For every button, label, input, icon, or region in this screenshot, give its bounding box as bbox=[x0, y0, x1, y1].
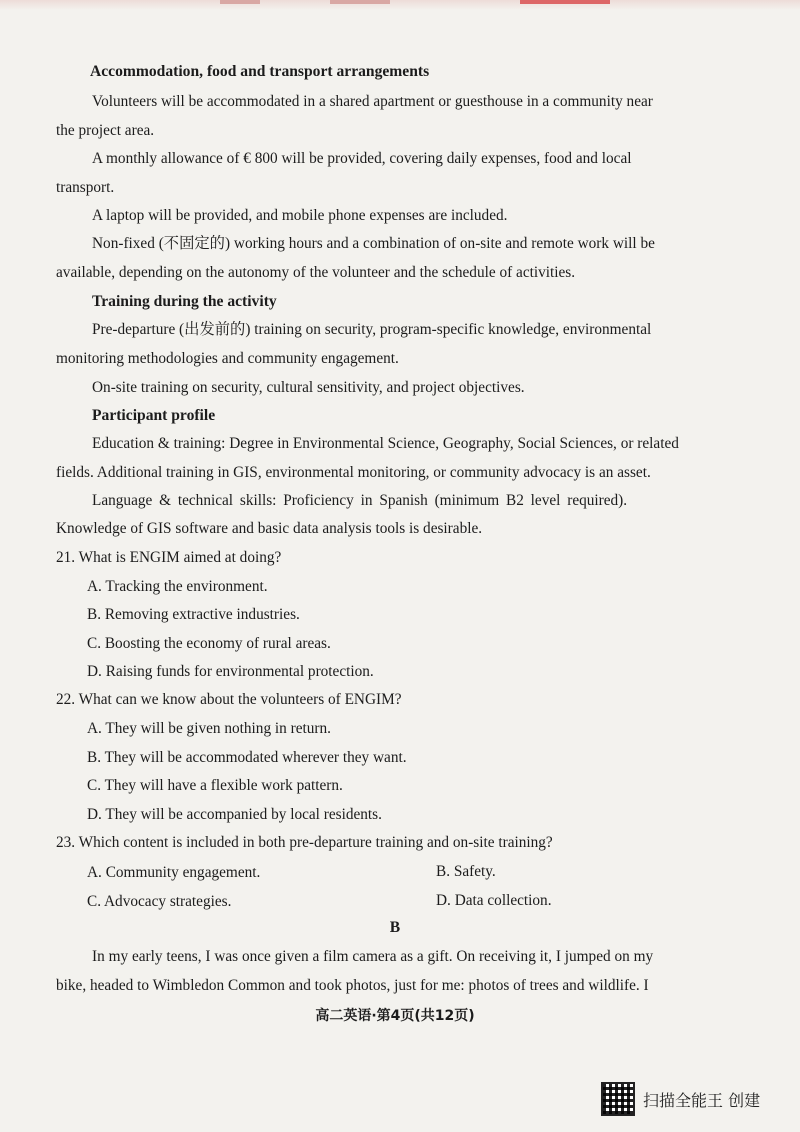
option-23-b: B. Safety. bbox=[436, 863, 496, 880]
paragraph-line: transport. bbox=[56, 179, 115, 196]
question-22: 22. What can we know about the volunteers of ENGIM? bbox=[56, 691, 402, 708]
paragraph-line: bike, headed to Wimbledon Common and took photos, just for me: photos of trees and wildlife. I bbox=[56, 977, 649, 994]
option-22-c: C. They will have a flexible work pattern. bbox=[87, 777, 343, 794]
paragraph-line: In my early teens, I was once given a film camera as a gift. On receiving it, I jumped on my bbox=[92, 948, 654, 965]
option-21-a: A. Tracking the environment. bbox=[87, 578, 268, 595]
page-footer: 高二英语·第4页(共12页) bbox=[315, 1008, 475, 1024]
option-22-b: B. They will be accommodated wherever they want. bbox=[87, 749, 407, 766]
paragraph-line: Pre-departure (出发前的) training on security, program-specific knowledge, environmental bbox=[92, 321, 652, 338]
passage-b-label: B bbox=[389, 919, 401, 936]
section-heading-participant: Participant profile bbox=[92, 407, 216, 424]
paragraph-line: Language & technical skills: Proficiency in Spanish (minimum B2 level required). bbox=[92, 492, 628, 509]
question-21: 21. What is ENGIM aimed at doing? bbox=[56, 549, 282, 566]
section-heading-accommodation: Accommodation, food and transport arrangements bbox=[90, 63, 430, 80]
option-23-a: A. Community engagement. bbox=[87, 864, 261, 881]
paragraph-line: fields. Additional training in GIS, environmental monitoring, or community advocacy is an asset. bbox=[56, 464, 651, 481]
scanner-watermark bbox=[601, 1082, 760, 1116]
paragraph-line: On-site training on security, cultural sensitivity, and project objectives. bbox=[92, 379, 525, 396]
option-21-c: C. Boosting the economy of rural areas. bbox=[87, 635, 331, 652]
option-23-c: C. Advocacy strategies. bbox=[87, 893, 232, 910]
paragraph-line: Volunteers will be accommodated in a shared apartment or guesthouse in a community near bbox=[92, 93, 653, 110]
option-22-a: A. They will be given nothing in return. bbox=[87, 720, 332, 737]
watermark-text: 扫描全能王 创建 bbox=[643, 1090, 761, 1110]
paragraph-line: available, depending on the autonomy of the volunteer and the schedule of activities. bbox=[56, 264, 576, 281]
paragraph-line: A laptop will be provided, and mobile phone expenses are included. bbox=[92, 207, 508, 224]
paragraph-line: A monthly allowance of € 800 will be provided, covering daily expenses, food and local bbox=[92, 150, 632, 167]
option-23-d: D. Data collection. bbox=[436, 892, 552, 909]
paragraph-line: the project area. bbox=[56, 122, 155, 139]
option-21-b: B. Removing extractive industries. bbox=[87, 606, 300, 623]
paragraph-line: monitoring methodologies and community engagement. bbox=[56, 350, 399, 367]
paragraph-line: Education & training: Degree in Environmental Science, Geography, Social Sciences, or related bbox=[92, 435, 679, 452]
option-22-d: D. They will be accompanied by local residents. bbox=[87, 806, 382, 823]
paragraph-line: Non-fixed (不固定的) working hours and a combination of on-site and remote work will be bbox=[92, 235, 655, 252]
section-heading-training: Training during the activity bbox=[92, 293, 277, 310]
question-23: 23. Which content is included in both pre-departure training and on-site training? bbox=[56, 834, 553, 851]
paragraph-line: Knowledge of GIS software and basic data analysis tools is desirable. bbox=[56, 520, 483, 537]
option-21-d: D. Raising funds for environmental protection. bbox=[87, 663, 374, 680]
qr-code-icon bbox=[601, 1082, 635, 1116]
